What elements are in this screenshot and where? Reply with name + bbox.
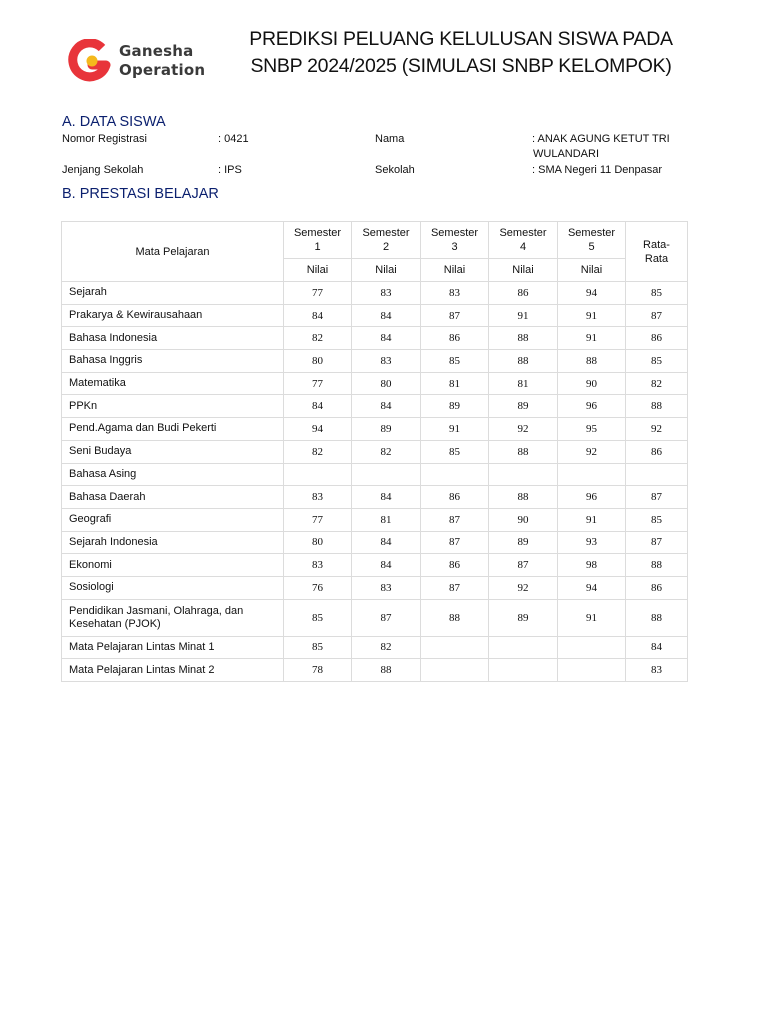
score-cell: 87: [421, 508, 489, 531]
table-row: [62, 440, 688, 463]
score-cell: 89: [489, 395, 558, 418]
score-cell: 87: [352, 599, 421, 636]
score-cell: 88: [489, 327, 558, 350]
header-semester-4: [489, 222, 558, 259]
score-cell: 89: [352, 418, 421, 441]
score-cell: 91: [558, 304, 626, 327]
logo-wordmark: [119, 42, 205, 80]
score-cell: 86: [421, 554, 489, 577]
header-semester-4-line-1: Semester: [499, 227, 547, 239]
subject-cell: Bahasa Indonesia: [62, 327, 284, 350]
average-cell: 88: [626, 554, 688, 577]
header-semester-1-line-2: 1: [314, 241, 321, 253]
score-cell: 81: [489, 372, 558, 395]
subject-cell: Sosiologi: [62, 576, 284, 599]
score-cell: 84: [284, 304, 352, 327]
score-cell: 88: [558, 350, 626, 373]
table-row: [62, 531, 688, 554]
table-row: [62, 554, 688, 577]
table-row: [62, 418, 688, 441]
score-cell: 87: [421, 576, 489, 599]
score-cell: [489, 463, 558, 486]
sekolah-label: Sekolah: [375, 164, 415, 176]
score-cell: 88: [489, 440, 558, 463]
score-cell: 94: [558, 576, 626, 599]
score-cell: 91: [421, 418, 489, 441]
score-cell: 85: [284, 636, 352, 659]
score-cell: 87: [421, 531, 489, 554]
subject-cell: Sejarah: [62, 282, 284, 305]
table-row: [62, 636, 688, 659]
table-row: [62, 282, 688, 305]
average-cell: 83: [626, 659, 688, 682]
score-cell: 85: [284, 599, 352, 636]
header-semester-5-line-1: Semester: [567, 227, 616, 239]
score-cell: 85: [421, 350, 489, 373]
score-cell: 84: [284, 395, 352, 418]
score-cell: 76: [284, 576, 352, 599]
subject-cell: Bahasa Inggris: [62, 350, 284, 373]
nama-value: [532, 132, 670, 162]
header-semester-5-line-2: 5: [588, 241, 595, 253]
table-row: [62, 304, 688, 327]
score-cell: 82: [284, 440, 352, 463]
score-cell: 82: [352, 636, 421, 659]
average-cell: [626, 463, 688, 486]
score-cell: 77: [284, 282, 352, 305]
jenjang-value: : IPS: [218, 164, 242, 176]
header-semester-4-line-2: 4: [519, 241, 527, 253]
header-semester-3-line-1: Semester: [430, 227, 479, 239]
header-average-line-2: Rata: [644, 252, 669, 265]
header-semester-3-line-2: 3: [451, 241, 458, 253]
page-title: [236, 26, 686, 80]
score-cell: 94: [284, 418, 352, 441]
score-cell: 81: [421, 372, 489, 395]
score-cell: 77: [284, 372, 352, 395]
section-a-heading: A. DATA SISWA: [62, 114, 166, 130]
score-cell: 84: [352, 554, 421, 577]
section-b-heading: B. PRESTASI BELAJAR: [62, 186, 219, 202]
average-cell: 87: [626, 304, 688, 327]
score-cell: 86: [421, 327, 489, 350]
score-cell: 77: [284, 508, 352, 531]
table-row: [62, 350, 688, 373]
score-cell: [284, 463, 352, 486]
header-semester-2-line-1: Semester: [362, 227, 410, 239]
title-line-2: SNBP 2024/2025 (SIMULASI SNBP KELOMPOK): [250, 55, 672, 77]
score-cell: 84: [352, 395, 421, 418]
score-cell: [489, 636, 558, 659]
score-cell: [489, 659, 558, 682]
header-average-line-1: Rata-: [643, 238, 670, 251]
score-cell: 82: [352, 440, 421, 463]
subject-cell: [62, 599, 284, 636]
sekolah-value: : SMA Negeri 11 Denpasar: [532, 164, 663, 176]
average-cell: 82: [626, 372, 688, 395]
grades-table: [61, 221, 688, 682]
subject-cell: Matematika: [62, 372, 284, 395]
subject-cell: Sejarah Indonesia: [62, 531, 284, 554]
ganesha-logo-icon: [68, 39, 112, 83]
average-cell: 92: [626, 418, 688, 441]
average-cell: 87: [626, 531, 688, 554]
score-cell: 92: [558, 440, 626, 463]
score-cell: 85: [421, 440, 489, 463]
score-cell: [421, 659, 489, 682]
subject-cell: Bahasa Asing: [62, 463, 284, 486]
header-semester-1: [284, 222, 352, 259]
table-row: [62, 599, 688, 636]
table-row: [62, 327, 688, 350]
header-semester-2: [352, 222, 421, 259]
subject-cell: Mata Pelajaran Lintas Minat 1: [62, 636, 284, 659]
table-row: [62, 508, 688, 531]
score-cell: 86: [421, 486, 489, 509]
score-cell: 84: [352, 304, 421, 327]
score-cell: 83: [352, 350, 421, 373]
score-cell: [558, 463, 626, 486]
header-subject: Mata Pelajaran: [62, 222, 284, 282]
score-cell: 98: [558, 554, 626, 577]
score-cell: 87: [489, 554, 558, 577]
subject-cell-line-2: Kesehatan (PJOK): [69, 617, 161, 630]
score-cell: 80: [352, 372, 421, 395]
average-cell: 85: [626, 282, 688, 305]
subject-cell: Prakarya & Kewirausahaan: [62, 304, 284, 327]
average-cell: 85: [626, 508, 688, 531]
header-semester-2-line-2: 2: [382, 241, 390, 253]
score-cell: 83: [352, 576, 421, 599]
score-cell: 92: [489, 576, 558, 599]
average-cell: 86: [626, 327, 688, 350]
score-cell: 91: [558, 599, 626, 636]
average-cell: 88: [626, 599, 688, 636]
score-cell: 91: [489, 304, 558, 327]
score-cell: 78: [284, 659, 352, 682]
nama-label: Nama: [375, 133, 405, 145]
score-cell: 83: [352, 282, 421, 305]
score-cell: 80: [284, 531, 352, 554]
ganesha-logo: [68, 38, 208, 84]
header-nilai-3: Nilai: [421, 259, 489, 282]
score-cell: 81: [352, 508, 421, 531]
no-reg-label: Nomor Registrasi: [62, 133, 147, 145]
score-cell: 96: [558, 486, 626, 509]
score-cell: 87: [421, 304, 489, 327]
average-cell: 86: [626, 440, 688, 463]
score-cell: 90: [558, 372, 626, 395]
score-cell: 88: [421, 599, 489, 636]
score-cell: 84: [352, 531, 421, 554]
subject-cell: Pend.Agama dan Budi Pekerti: [62, 418, 284, 441]
table-row: [62, 395, 688, 418]
score-cell: [558, 659, 626, 682]
average-cell: 86: [626, 576, 688, 599]
score-cell: 83: [284, 486, 352, 509]
subject-cell: Ekonomi: [62, 554, 284, 577]
title-line-1: PREDIKSI PELUANG KELULUSAN SISWA PADA: [249, 28, 673, 50]
score-cell: 91: [558, 508, 626, 531]
subject-cell: Mata Pelajaran Lintas Minat 2: [62, 659, 284, 682]
average-cell: 87: [626, 486, 688, 509]
score-cell: 83: [284, 554, 352, 577]
score-cell: 80: [284, 350, 352, 373]
score-cell: 90: [489, 508, 558, 531]
average-cell: 85: [626, 350, 688, 373]
score-cell: 89: [421, 395, 489, 418]
score-cell: 84: [352, 327, 421, 350]
subject-cell: Bahasa Daerah: [62, 486, 284, 509]
score-cell: 88: [352, 659, 421, 682]
header-nilai-2: Nilai: [352, 259, 421, 282]
score-cell: 91: [558, 327, 626, 350]
score-cell: 83: [421, 282, 489, 305]
score-cell: 86: [489, 282, 558, 305]
header-semester-3: [421, 222, 489, 259]
table-row: [62, 463, 688, 486]
score-cell: 88: [489, 350, 558, 373]
table-row: [62, 576, 688, 599]
header-semester-5: [558, 222, 626, 259]
header-nilai-1: Nilai: [284, 259, 352, 282]
header-average: [626, 222, 688, 282]
subject-cell-line-1: Pendidikan Jasmani, Olahraga, dan: [69, 604, 244, 617]
jenjang-label: Jenjang Sekolah: [62, 164, 144, 176]
score-cell: 93: [558, 531, 626, 554]
nama-value-line-2: WULANDARI: [533, 148, 600, 160]
logo-line-2: Operation: [119, 61, 206, 79]
table-row: [62, 372, 688, 395]
table-row: [62, 486, 688, 509]
nama-value-line-1: : ANAK AGUNG KETUT TRI: [532, 133, 670, 145]
score-cell: 84: [352, 486, 421, 509]
score-cell: [421, 636, 489, 659]
subject-cell: Geografi: [62, 508, 284, 531]
score-cell: 94: [558, 282, 626, 305]
score-cell: 96: [558, 395, 626, 418]
score-cell: 95: [558, 418, 626, 441]
score-cell: 88: [489, 486, 558, 509]
table-row: [62, 659, 688, 682]
subject-cell: PPKn: [62, 395, 284, 418]
subject-cell: Seni Budaya: [62, 440, 284, 463]
average-cell: 84: [626, 636, 688, 659]
score-cell: [352, 463, 421, 486]
header-semester-1-line-1: Semester: [293, 227, 342, 239]
no-reg-value: : 0421: [218, 133, 249, 145]
score-cell: [421, 463, 489, 486]
logo-line-1: Ganesha: [119, 42, 194, 60]
score-cell: 82: [284, 327, 352, 350]
score-cell: 89: [489, 531, 558, 554]
score-cell: [558, 636, 626, 659]
score-cell: 89: [489, 599, 558, 636]
header-nilai-4: Nilai: [489, 259, 558, 282]
average-cell: 88: [626, 395, 688, 418]
score-cell: 92: [489, 418, 558, 441]
header-nilai-5: Nilai: [558, 259, 626, 282]
